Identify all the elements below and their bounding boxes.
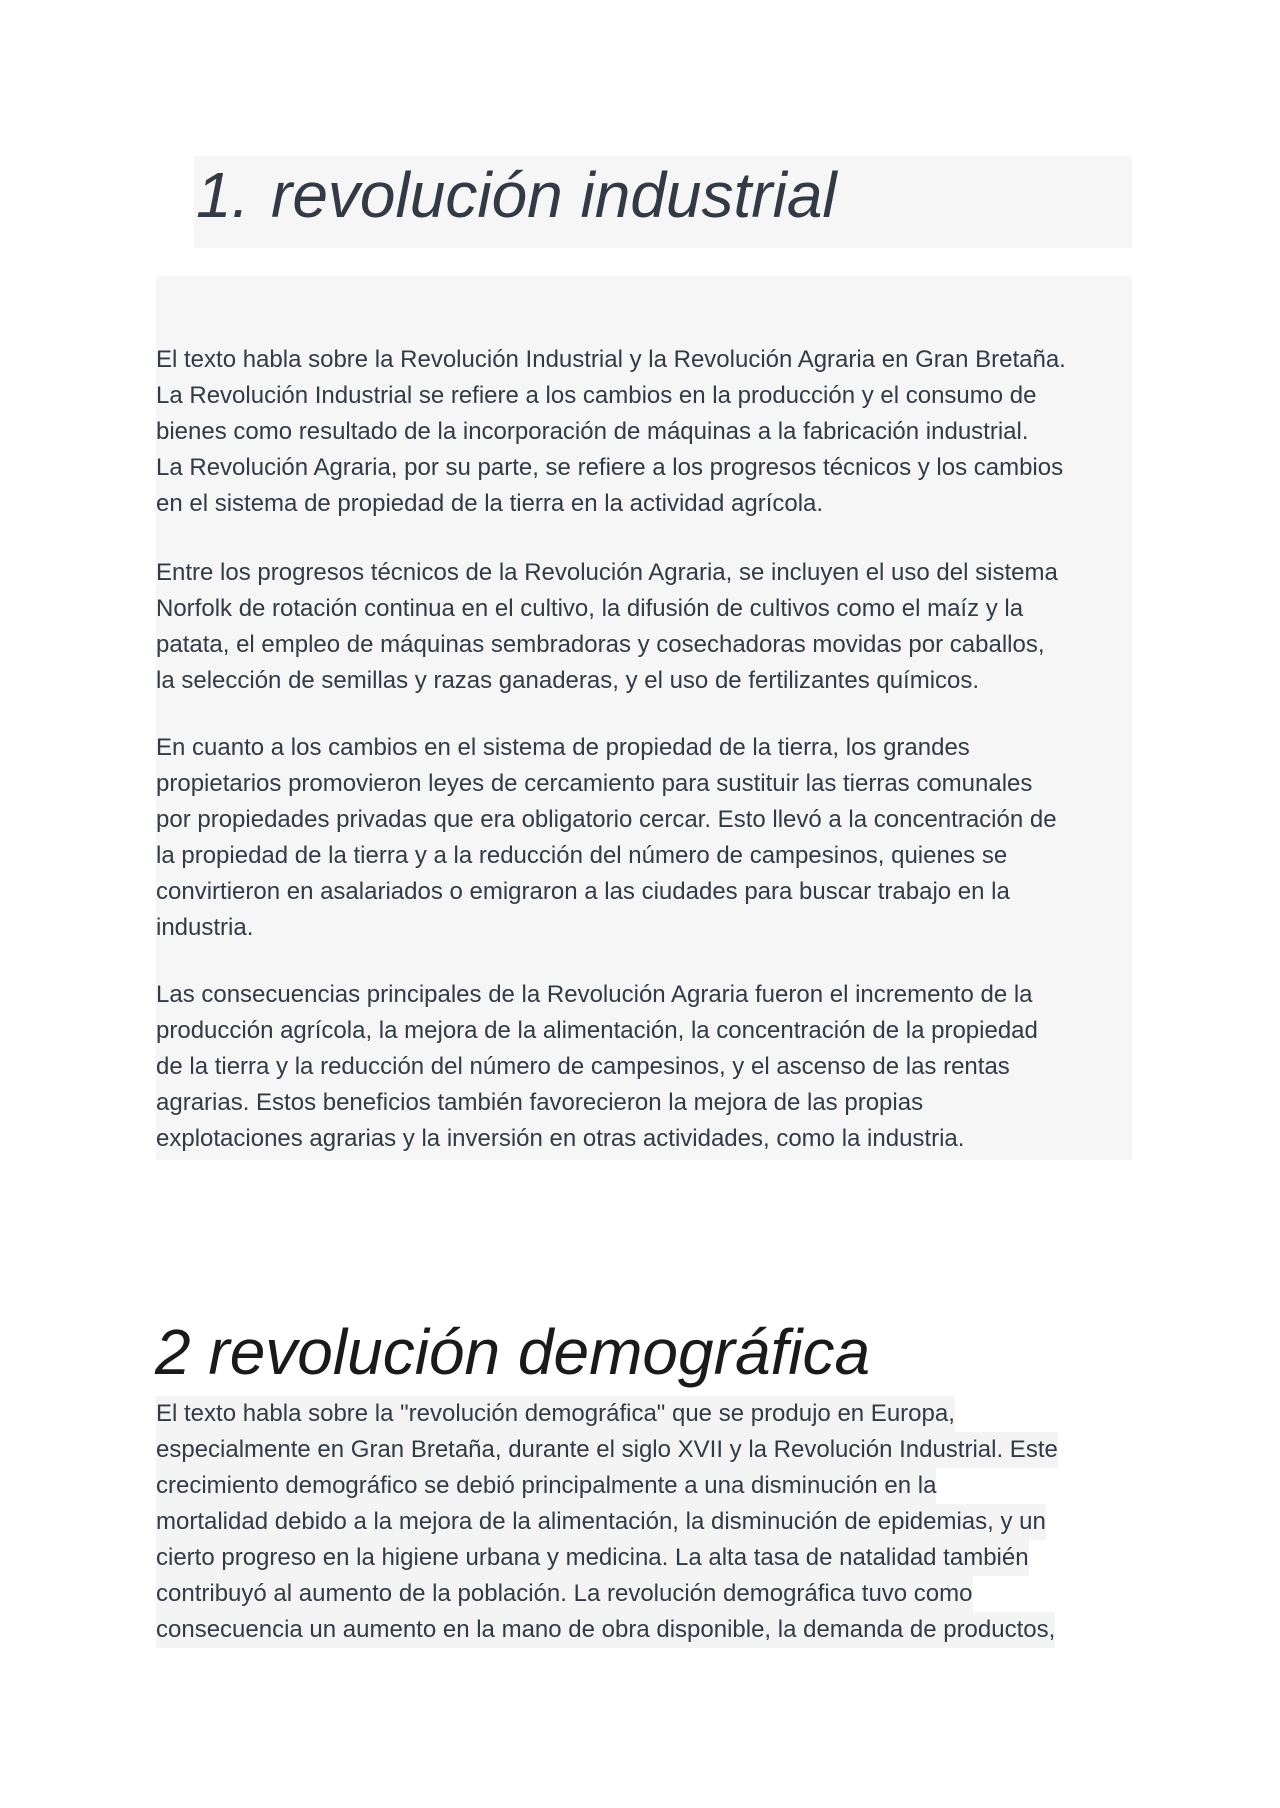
paragraph-4: Las consecuencias principales de la Revolución Agraria fueron el incremento de la producción agrícola, la mejora de la alimentación, la concentración de la propiedad de la tierra y la reducción del número de campesinos, y el ascenso de las rentas agrarias. Estos beneficios también favorecieron la mejora de las propias explotaciones agrarias y la inversión en otras actividades, como la industria.: [156, 981, 1038, 1152]
text-line: crecimiento demográfico se debió principalmente a una disminución en la: [156, 1468, 936, 1504]
text-line: El texto habla sobre la "revolución demográfica" que se produjo en Europa,: [156, 1396, 955, 1432]
heading-text: revolución industrial: [271, 159, 837, 231]
text-line: contribuyó al aumento de la población. La revolución demográfica tuvo como: [156, 1576, 973, 1612]
section-1-heading: [196, 154, 837, 236]
text-line: especialmente en Gran Bretaña, durante el siglo XVII y la Revolución Industrial. Este: [156, 1432, 1058, 1468]
heading-number: 1.: [196, 159, 250, 231]
paragraph-3: En cuanto a los cambios en el sistema de propiedad de la tierra, los grandes propietarios promovieron leyes de cercamiento para sustituir las tierras comunales por propiedades privadas que era obligatorio cercar. Esto llevó a la concentración de la propiedad de la tierra y a la reducción del número de campesinos, quienes se convirtieron en asalariados o emigraron a las ciudades para buscar trabajo en la industria.: [156, 734, 1057, 941]
paragraph-2: Entre los progresos técnicos de la Revolución Agraria, se incluyen el uso del sistema Norfolk de rotación continua en el cultivo, la difusión de cultivos como el maíz y la patata, el empleo de máquinas sembradoras y cosechadoras movidas por caballos, la selección de semillas y razas ganaderas, y el uso de fertilizantes químicos.: [156, 559, 1058, 694]
text-line: consecuencia un aumento en la mano de obra disponible, la demanda de productos,: [156, 1612, 1055, 1648]
paragraph-1: El texto habla sobre la Revolución Industrial y la Revolución Agraria en Gran Bretaña. La Revolución Industrial se refiere a los cambios en la producción y el consumo de bienes como resultado de la incorporación de máquinas a la fabricación industrial. La Revolución Agraria, por su parte, se refiere a los progresos técnicos y los cambios en el sistema de propiedad de la tierra en la actividad agrícola.: [156, 346, 1066, 517]
text-line: cierto progreso en la higiene urbana y medicina. La alta tasa de natalidad también: [156, 1540, 1029, 1576]
text-line: mortalidad debido a la mejora de la alimentación, la disminución de epidemias, y un: [156, 1504, 1046, 1540]
section-2-paragraph: [156, 1396, 1058, 1648]
section-2-heading: 2 revolución demográfica: [155, 1316, 871, 1388]
